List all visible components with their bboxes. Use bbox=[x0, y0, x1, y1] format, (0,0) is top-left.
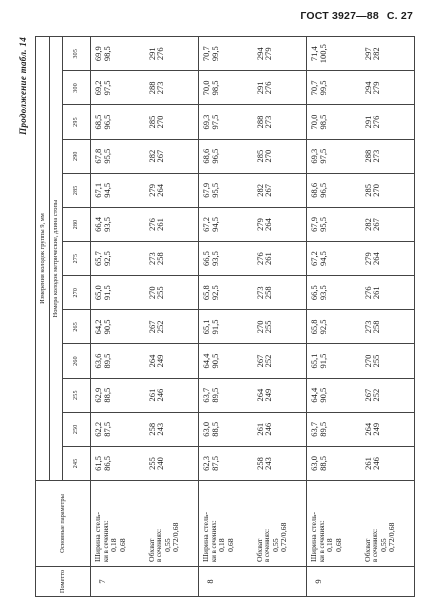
value-first: 258 bbox=[254, 457, 265, 470]
value-cell bbox=[307, 276, 361, 310]
row-parameter bbox=[199, 481, 253, 567]
value-first: 288 bbox=[254, 115, 265, 129]
parameter-line: 0,68 bbox=[117, 538, 127, 552]
value-cell bbox=[361, 139, 415, 173]
value-second: 282 bbox=[371, 47, 382, 61]
value-cell bbox=[253, 310, 307, 344]
value-cell bbox=[361, 378, 415, 412]
value-cell bbox=[253, 242, 307, 276]
row-parameter bbox=[253, 481, 307, 567]
value-first: 67,1 bbox=[93, 182, 103, 198]
parameter-line: Обхват bbox=[254, 538, 264, 562]
value-first: 71,4 bbox=[309, 46, 319, 62]
value-first: 285 bbox=[362, 183, 373, 197]
value-cell bbox=[145, 105, 199, 139]
row-parameter bbox=[91, 481, 145, 567]
value-cell bbox=[253, 37, 307, 71]
header-size-265: 265 bbox=[63, 310, 91, 344]
header-size-295: 295 bbox=[63, 105, 91, 139]
header-index: Пометто bbox=[36, 567, 91, 597]
header-size-250: 250 bbox=[63, 412, 91, 446]
value-first: 62,2 bbox=[93, 421, 103, 437]
value-first: 63,0 bbox=[201, 421, 211, 437]
value-first: 66,4 bbox=[93, 217, 103, 232]
value-first: 276 bbox=[362, 286, 373, 300]
value-cell bbox=[145, 207, 199, 241]
parameter-line: 0,18 bbox=[325, 538, 335, 552]
value-second: 94,5 bbox=[317, 251, 328, 267]
value-first: 255 bbox=[146, 457, 157, 470]
value-cell bbox=[307, 173, 361, 207]
value-first: 65,1 bbox=[201, 319, 211, 335]
value-first: 270 bbox=[146, 286, 157, 300]
value-first: 276 bbox=[146, 218, 157, 231]
value-first: 66,5 bbox=[309, 285, 319, 301]
value-second: 276 bbox=[371, 115, 382, 129]
value-second: 100,5 bbox=[317, 44, 328, 64]
value-first: 65,7 bbox=[93, 251, 103, 267]
rotated-table-block bbox=[18, 37, 410, 597]
parameter-line: 0,18 bbox=[109, 538, 119, 552]
value-cell bbox=[91, 378, 145, 412]
value-cell bbox=[91, 37, 145, 71]
value-second: 90,5 bbox=[101, 319, 112, 335]
value-second: 93,5 bbox=[209, 251, 220, 267]
value-cell bbox=[361, 105, 415, 139]
row-index bbox=[253, 567, 307, 597]
value-second: 249 bbox=[263, 388, 274, 402]
value-cell bbox=[253, 412, 307, 446]
value-second: 95,5 bbox=[101, 148, 112, 164]
value-second: 99,5 bbox=[209, 46, 220, 62]
header-size-285: 285 bbox=[63, 173, 91, 207]
value-first: 67,9 bbox=[309, 217, 319, 232]
value-second: 249 bbox=[371, 422, 382, 436]
value-second: 255 bbox=[263, 320, 274, 334]
value-cell bbox=[145, 71, 199, 105]
value-second: 89,5 bbox=[317, 421, 328, 437]
value-second: 267 bbox=[371, 218, 382, 231]
value-second: 255 bbox=[155, 286, 166, 300]
value-first: 267 bbox=[362, 388, 373, 402]
value-first: 67,9 bbox=[201, 182, 211, 198]
value-first: 68,6 bbox=[201, 148, 211, 164]
value-cell bbox=[307, 446, 361, 480]
value-second: 92,5 bbox=[209, 285, 220, 301]
value-second: 92,5 bbox=[101, 251, 112, 267]
value-first: 276 bbox=[254, 252, 265, 265]
value-cell bbox=[145, 276, 199, 310]
value-second: 255 bbox=[371, 354, 382, 368]
value-second: 91,5 bbox=[209, 319, 220, 335]
value-first: 70,7 bbox=[309, 80, 319, 96]
value-first: 279 bbox=[362, 252, 373, 265]
value-cell bbox=[91, 173, 145, 207]
row-parameter bbox=[307, 481, 361, 567]
value-first: 64,4 bbox=[309, 387, 319, 403]
value-first: 69,2 bbox=[93, 80, 103, 96]
value-second: 252 bbox=[371, 388, 382, 402]
value-first: 291 bbox=[146, 47, 157, 61]
value-cell bbox=[145, 37, 199, 71]
value-cell bbox=[199, 378, 253, 412]
value-first: 270 bbox=[362, 354, 373, 368]
value-cell bbox=[91, 242, 145, 276]
value-second: 258 bbox=[263, 286, 274, 300]
value-cell bbox=[145, 139, 199, 173]
value-second: 95,5 bbox=[209, 182, 220, 198]
value-second: 270 bbox=[263, 149, 274, 163]
parameter-line: 0,72/0,68 bbox=[171, 522, 181, 552]
value-second: 261 bbox=[371, 286, 382, 300]
table-row bbox=[307, 37, 361, 597]
value-cell bbox=[253, 276, 307, 310]
value-cell bbox=[307, 71, 361, 105]
value-cell bbox=[307, 412, 361, 446]
value-cell bbox=[199, 71, 253, 105]
value-second: 270 bbox=[371, 183, 382, 197]
value-first: 288 bbox=[146, 81, 157, 95]
value-second: 91,5 bbox=[317, 353, 328, 369]
value-first: 261 bbox=[362, 457, 373, 470]
value-second: 94,5 bbox=[209, 217, 220, 232]
row-parameter bbox=[361, 481, 415, 567]
value-second: 88,5 bbox=[317, 456, 328, 471]
value-second: 97,5 bbox=[209, 114, 220, 130]
value-first: 291 bbox=[362, 115, 373, 129]
value-cell bbox=[145, 446, 199, 480]
value-second: 92,5 bbox=[317, 319, 328, 335]
value-second: 89,5 bbox=[101, 353, 112, 369]
value-first: 70,7 bbox=[201, 46, 211, 62]
value-first: 282 bbox=[362, 218, 373, 231]
value-second: 252 bbox=[263, 354, 274, 368]
value-first: 285 bbox=[254, 149, 265, 163]
value-cell bbox=[199, 310, 253, 344]
value-first: 291 bbox=[254, 81, 265, 95]
header-size-260: 260 bbox=[63, 344, 91, 378]
value-second: 86,5 bbox=[101, 456, 112, 471]
value-second: 264 bbox=[371, 252, 382, 265]
value-second: 276 bbox=[155, 47, 166, 61]
parameter-line: 0,72/0,68 bbox=[387, 522, 397, 552]
table-row bbox=[199, 37, 253, 597]
value-cell bbox=[253, 378, 307, 412]
value-second: 261 bbox=[263, 252, 274, 265]
value-second: 91,5 bbox=[101, 285, 112, 301]
row-index: 8 bbox=[199, 567, 253, 597]
value-second: 246 bbox=[263, 422, 274, 436]
standard-number: ГОСТ 3927—88 bbox=[300, 10, 379, 22]
value-second: 98,5 bbox=[209, 80, 220, 96]
value-second: 243 bbox=[155, 422, 166, 436]
value-second: 249 bbox=[155, 354, 166, 368]
value-second: 98,5 bbox=[317, 114, 328, 130]
value-first: 69,9 bbox=[93, 46, 103, 62]
value-second: 96,5 bbox=[101, 114, 112, 130]
value-second: 93,5 bbox=[317, 285, 328, 301]
value-cell bbox=[199, 139, 253, 173]
value-first: 258 bbox=[146, 422, 157, 436]
value-cell bbox=[307, 310, 361, 344]
value-second: 88,5 bbox=[101, 387, 112, 403]
value-cell bbox=[361, 276, 415, 310]
value-second: 261 bbox=[155, 218, 166, 231]
value-first: 67,8 bbox=[93, 148, 103, 164]
value-cell bbox=[253, 344, 307, 378]
parameter-line: Обхват bbox=[146, 538, 156, 562]
value-cell bbox=[91, 276, 145, 310]
value-first: 279 bbox=[146, 183, 157, 197]
row-index: 7 bbox=[91, 567, 145, 597]
value-cell bbox=[91, 310, 145, 344]
value-second: 264 bbox=[263, 218, 274, 231]
value-cell bbox=[253, 173, 307, 207]
value-cell bbox=[199, 207, 253, 241]
parameter-line: в сечениях: bbox=[372, 529, 380, 562]
value-second: 252 bbox=[155, 320, 166, 334]
value-first: 69,3 bbox=[201, 114, 211, 130]
page-number: С. 27 bbox=[386, 10, 413, 22]
value-cell bbox=[199, 105, 253, 139]
value-second: 99,5 bbox=[317, 80, 328, 96]
header-size-255: 255 bbox=[63, 378, 91, 412]
value-first: 66,5 bbox=[201, 251, 211, 267]
value-first: 63,7 bbox=[309, 421, 319, 437]
value-second: 243 bbox=[263, 457, 274, 470]
value-cell bbox=[361, 207, 415, 241]
parameter-line: Ширина стель- bbox=[201, 511, 210, 562]
value-first: 65,8 bbox=[201, 285, 211, 301]
value-cell bbox=[361, 344, 415, 378]
value-first: 63,6 bbox=[93, 353, 103, 369]
value-cell bbox=[91, 446, 145, 480]
value-second: 98,5 bbox=[101, 46, 112, 62]
parameter-line: Ширина стель- bbox=[93, 511, 102, 562]
header-size-300: 300 bbox=[63, 71, 91, 105]
value-second: 279 bbox=[371, 81, 382, 95]
value-cell bbox=[253, 139, 307, 173]
header-size-280: 280 bbox=[63, 207, 91, 241]
value-first: 70,0 bbox=[309, 114, 319, 130]
value-cell bbox=[307, 242, 361, 276]
parameter-line: ки в сечениях: bbox=[318, 520, 326, 562]
value-first: 264 bbox=[254, 388, 265, 402]
value-second: 273 bbox=[263, 115, 274, 129]
value-cell bbox=[361, 310, 415, 344]
table-row bbox=[145, 37, 199, 597]
value-cell bbox=[145, 173, 199, 207]
value-cell bbox=[199, 276, 253, 310]
row-index bbox=[361, 567, 415, 597]
value-first: 68,5 bbox=[93, 114, 103, 130]
value-cell bbox=[145, 412, 199, 446]
value-first: 65,0 bbox=[93, 285, 103, 301]
value-cell bbox=[145, 242, 199, 276]
value-first: 62,3 bbox=[201, 456, 211, 471]
value-first: 62,9 bbox=[93, 387, 103, 403]
parameter-line: 0,55 bbox=[270, 538, 280, 552]
value-cell bbox=[307, 139, 361, 173]
value-cell bbox=[199, 37, 253, 71]
value-second: 270 bbox=[155, 115, 166, 129]
value-second: 97,5 bbox=[101, 80, 112, 96]
header-group: Измерения колодок группы 9, мм bbox=[36, 37, 50, 481]
header-size-275: 275 bbox=[63, 242, 91, 276]
header-size-305: 305 bbox=[63, 37, 91, 71]
parameter-line: 0,55 bbox=[378, 538, 388, 552]
value-second: 246 bbox=[155, 388, 166, 402]
value-first: 267 bbox=[254, 354, 265, 368]
value-first: 67,2 bbox=[309, 251, 319, 267]
value-cell bbox=[199, 344, 253, 378]
value-first: 279 bbox=[254, 218, 265, 231]
parameter-line: Обхват bbox=[362, 538, 372, 562]
value-second: 96,5 bbox=[209, 148, 220, 164]
value-cell bbox=[361, 37, 415, 71]
value-cell bbox=[361, 173, 415, 207]
value-first: 273 bbox=[362, 320, 373, 334]
value-second: 89,5 bbox=[209, 387, 220, 403]
value-second: 88,5 bbox=[209, 421, 220, 437]
value-second: 258 bbox=[155, 252, 166, 265]
parameter-line: ки в сечениях: bbox=[102, 520, 110, 562]
value-cell bbox=[307, 207, 361, 241]
value-first: 65,1 bbox=[309, 353, 319, 369]
value-first: 68,6 bbox=[309, 182, 319, 198]
value-second: 97,5 bbox=[317, 148, 328, 164]
value-first: 273 bbox=[146, 252, 157, 265]
value-second: 90,5 bbox=[317, 387, 328, 403]
value-cell bbox=[361, 71, 415, 105]
value-cell bbox=[145, 344, 199, 378]
value-cell bbox=[145, 378, 199, 412]
value-first: 264 bbox=[362, 422, 373, 436]
value-first: 64,4 bbox=[201, 353, 211, 369]
value-cell bbox=[307, 344, 361, 378]
value-second: 267 bbox=[155, 149, 166, 163]
value-second: 258 bbox=[371, 320, 382, 334]
value-second: 90,5 bbox=[209, 353, 220, 369]
value-second: 246 bbox=[371, 457, 382, 470]
parameter-line: в сечениях: bbox=[264, 529, 272, 562]
header-size-270: 270 bbox=[63, 276, 91, 310]
parameter-line: 0,72/0,68 bbox=[279, 522, 289, 552]
table-caption: Продолжение табл. 14 bbox=[18, 37, 28, 135]
value-first: 61,5 bbox=[93, 456, 103, 471]
value-first: 65,8 bbox=[309, 319, 319, 335]
value-second: 96,5 bbox=[317, 182, 328, 198]
value-second: 240 bbox=[155, 457, 166, 470]
value-first: 63,7 bbox=[201, 387, 211, 403]
value-cell bbox=[253, 105, 307, 139]
value-first: 270 bbox=[254, 320, 265, 334]
parameter-line: 0,68 bbox=[225, 538, 235, 552]
value-cell bbox=[361, 446, 415, 480]
parameter-line: Ширина стель- bbox=[309, 511, 318, 562]
table-row bbox=[361, 37, 415, 597]
parameter-line: 0,55 bbox=[162, 538, 172, 552]
value-second: 267 bbox=[263, 183, 274, 197]
value-first: 267 bbox=[146, 320, 157, 334]
value-cell bbox=[91, 71, 145, 105]
parameter-line: в сечениях: bbox=[156, 529, 164, 562]
value-cell bbox=[253, 207, 307, 241]
value-second: 93,5 bbox=[101, 217, 112, 232]
value-first: 67,2 bbox=[201, 217, 211, 232]
value-second: 94,5 bbox=[101, 182, 112, 198]
value-first: 285 bbox=[146, 115, 157, 129]
table-row bbox=[253, 37, 307, 597]
value-first: 273 bbox=[254, 286, 265, 300]
value-cell bbox=[307, 37, 361, 71]
value-first: 282 bbox=[254, 183, 265, 197]
value-cell bbox=[307, 105, 361, 139]
value-second: 273 bbox=[155, 81, 166, 95]
value-first: 70,0 bbox=[201, 80, 211, 96]
value-cell bbox=[199, 173, 253, 207]
value-second: 264 bbox=[155, 183, 166, 197]
value-cell bbox=[361, 242, 415, 276]
value-cell bbox=[91, 105, 145, 139]
value-first: 294 bbox=[362, 81, 373, 95]
value-cell bbox=[199, 242, 253, 276]
row-index: 9 bbox=[307, 567, 361, 597]
value-first: 69,3 bbox=[309, 148, 319, 164]
value-cell bbox=[91, 412, 145, 446]
header-subgroup: Номера колодок метрические, длина стопы bbox=[50, 37, 63, 481]
parameter-line: ки в сечениях: bbox=[210, 520, 218, 562]
value-second: 87,5 bbox=[101, 421, 112, 437]
value-first: 264 bbox=[146, 354, 157, 368]
value-cell bbox=[91, 344, 145, 378]
value-first: 294 bbox=[254, 47, 265, 61]
value-first: 261 bbox=[254, 422, 265, 436]
value-first: 297 bbox=[362, 47, 373, 61]
parameter-line: 0,18 bbox=[217, 538, 227, 552]
value-cell bbox=[307, 378, 361, 412]
value-first: 63,0 bbox=[309, 456, 319, 471]
parameter-line: 0,68 bbox=[333, 538, 343, 552]
value-second: 273 bbox=[371, 149, 382, 163]
table-row bbox=[91, 37, 145, 597]
value-cell bbox=[199, 412, 253, 446]
value-cell bbox=[253, 446, 307, 480]
value-first: 64,2 bbox=[93, 319, 103, 335]
row-index bbox=[145, 567, 199, 597]
value-second: 279 bbox=[263, 47, 274, 61]
value-second: 87,5 bbox=[209, 456, 220, 471]
value-cell bbox=[91, 207, 145, 241]
header-size-245: 245 bbox=[63, 446, 91, 480]
value-first: 261 bbox=[146, 388, 157, 402]
value-second: 95,5 bbox=[317, 217, 328, 232]
value-cell bbox=[91, 139, 145, 173]
row-parameter bbox=[145, 481, 199, 567]
dimensions-table bbox=[35, 36, 415, 597]
value-first: 288 bbox=[362, 149, 373, 163]
value-first: 282 bbox=[146, 149, 157, 163]
value-cell bbox=[253, 71, 307, 105]
value-cell bbox=[199, 446, 253, 480]
header-size-290: 290 bbox=[63, 139, 91, 173]
value-cell bbox=[145, 310, 199, 344]
header-param: Основные параметры bbox=[36, 481, 91, 567]
value-cell bbox=[361, 412, 415, 446]
value-second: 276 bbox=[263, 81, 274, 95]
